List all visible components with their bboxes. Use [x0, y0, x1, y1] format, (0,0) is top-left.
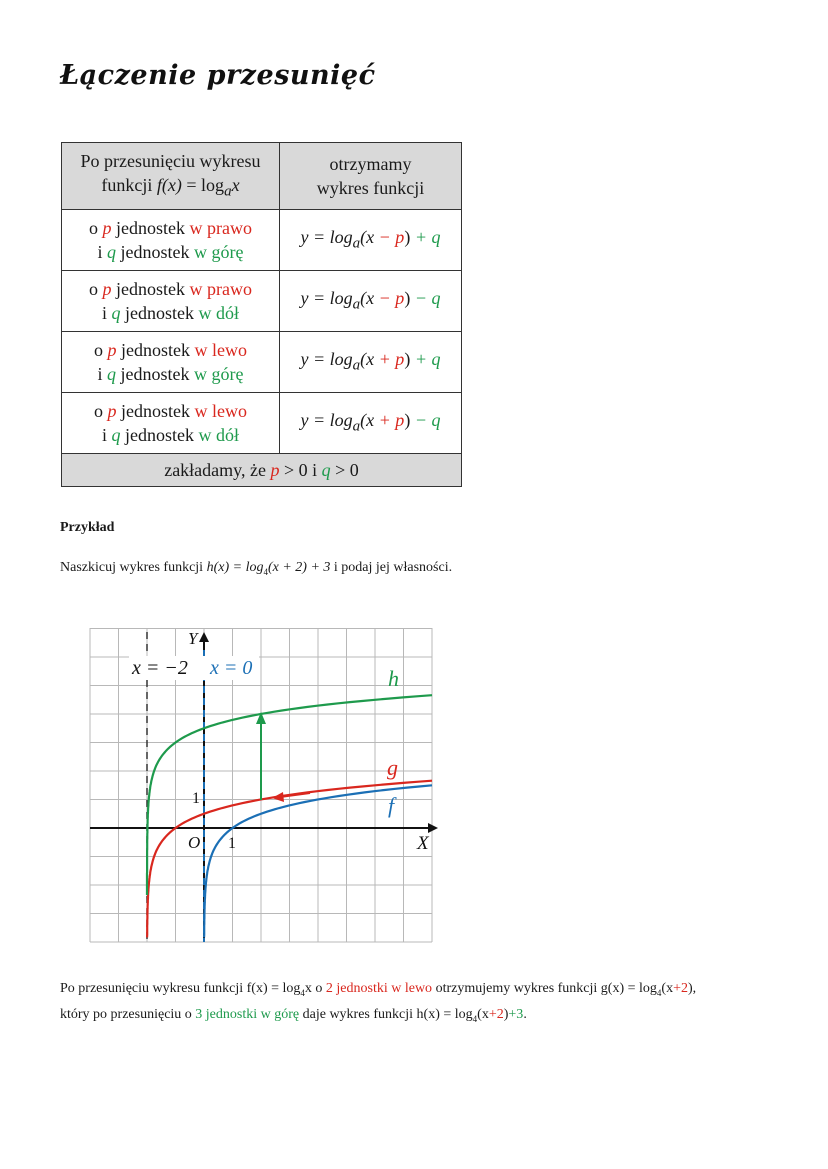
table-row [62, 393, 462, 454]
function-graph [80, 620, 450, 950]
curve-h-label: h [388, 666, 399, 691]
header-left: Po przesunięciu wykresu funkcji $f(x) = \log_ax$ [62, 143, 280, 210]
curve-g-label: g [387, 755, 398, 780]
shift-description: o p jednostek w prawo i q jednostek w górę [62, 210, 280, 271]
y-one-label: 1 [192, 790, 200, 807]
table-row [62, 271, 462, 332]
table-row [62, 332, 462, 393]
origin-label: O [188, 833, 201, 852]
asymptote-right-label: x = 0 [210, 657, 253, 679]
shift-description: o p jednostek w lewo i q jednostek w dół [62, 393, 280, 454]
x-axis-label: X [417, 833, 429, 854]
shift-description: o p jednostek w prawo i q jednostek w dół [62, 271, 280, 332]
shifted-formula: $y = \log_a(x - p) - q$ [280, 271, 462, 332]
y-axis-arrow [199, 632, 209, 642]
curve-f-label: f [388, 793, 395, 818]
table-row [62, 210, 462, 271]
x-axis-arrow [428, 823, 438, 833]
example-heading: Przykład [60, 520, 115, 535]
assumption-note: zakładamy, że p > 0 i q > 0 [62, 454, 462, 487]
page-title: Łączenie przesunięć [60, 60, 376, 91]
shifted-formula: $y = \log_a(x - p) + q$ [280, 210, 462, 271]
example-task: Naszkicuj wykres funkcji $h(x) = \log_4(x + 2) + 3$ i podaj jej własności. [60, 560, 453, 577]
shifted-formula: $y = \log_a(x + p) + q$ [280, 332, 462, 393]
asymptote-left-label: x = −2 [132, 657, 188, 679]
conclusion-line-1: Po przesunięciu wykresu funkcji $f(x) = \log_4x$ o 2 jednostki w lewo otrzymujemy wykres funkcji $g(x) = \log_4(x+2)$, [60, 981, 697, 998]
shift-rules-table [61, 142, 462, 487]
x-one-label: 1 [228, 835, 236, 852]
table-header-row [62, 143, 462, 210]
y-axis-label: Y [188, 629, 198, 648]
table-footer-row [62, 454, 462, 487]
shift-description: o p jednostek w lewo i q jednostek w górę [62, 332, 280, 393]
header-right: otrzymamy wykres funkcji [280, 143, 462, 210]
conclusion-line-2: który po przesunięciu o 3 jednostki w górę daje wykres funkcji $h(x) = \log_4(x+2)+3$. [60, 1006, 527, 1024]
conclusion-paragraph [60, 978, 800, 1030]
shifted-formula: $y = \log_a(x + p) - q$ [280, 393, 462, 454]
